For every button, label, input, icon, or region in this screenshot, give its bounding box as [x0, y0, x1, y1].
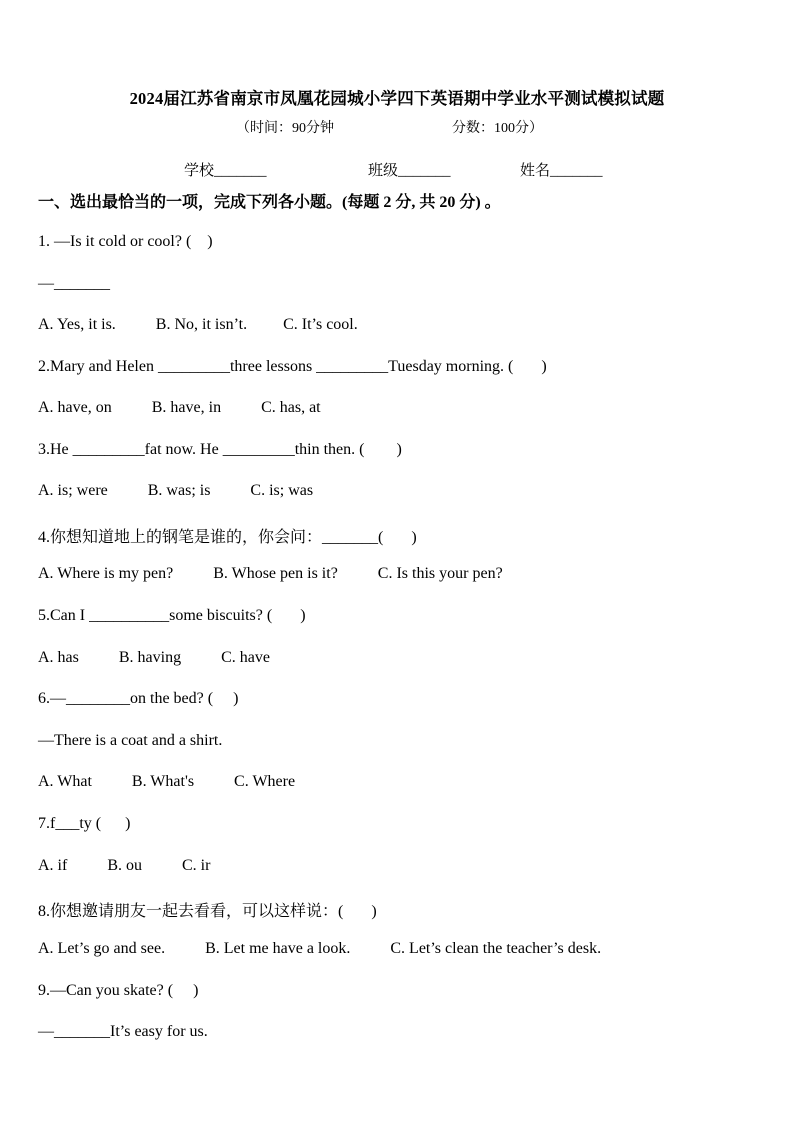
options-line: A. if B. ou C. ir [38, 857, 211, 874]
options-line: A. is; were B. was; is C. is; was [38, 482, 314, 499]
question-line: 4.你想知道地上的钢笔是谁的，你会问：_______( ) [38, 529, 417, 546]
question-line: 3.He _________fat now. He _________thin then. ( ) [38, 441, 402, 458]
section-heading: 一、选出最恰当的一项，完成下列各小题。(每题 2 分, 共 20 分) 。 [38, 194, 501, 211]
question-line: 9.—Can you skate? ( ) [38, 982, 199, 999]
name-field: 姓名_______ [520, 163, 603, 179]
question-line: —_______ [38, 275, 110, 292]
class-field: 班级_______ [368, 163, 451, 179]
options-line: A. Let’s go and see. B. Let me have a look. C. Let’s clean the teacher’s desk. [38, 940, 602, 957]
question-line: 1. —Is it cold or cool? ( ) [38, 233, 213, 250]
options-line: A. Yes, it is. B. No, it isn’t. C. It’s cool. [38, 316, 358, 333]
question-line: 5.Can I __________some biscuits? ( ) [38, 607, 306, 624]
question-line: 6.—________on the bed? ( ) [38, 690, 239, 707]
page-title: 2024届江苏省南京市凤凰花园城小学四下英语期中学业水平测试模拟试题 [129, 89, 665, 108]
options-line: A. has B. having C. have [38, 649, 270, 666]
options-line: A. Where is my pen? B. Whose pen is it? C. Is this your pen? [38, 565, 503, 582]
question-line: 7.f___ty ( ) [38, 815, 131, 832]
question-line: 2.Mary and Helen _________three lessons _________Tuesday morning. ( ) [38, 358, 547, 375]
school-field: 学校_______ [184, 163, 267, 179]
exam-time: （时间：90分钟 [236, 121, 334, 136]
exam-score: 分数：100分） [452, 121, 543, 136]
options-line: A. What B. What's C. Where [38, 773, 296, 790]
question-line: —_______It’s easy for us. [38, 1023, 208, 1040]
options-line: A. have, on B. have, in C. has, at [38, 399, 321, 416]
question-line: 8.你想邀请朋友一起去看看，可以这样说：( ) [38, 903, 377, 920]
question-line: —There is a coat and a shirt. [38, 732, 223, 749]
